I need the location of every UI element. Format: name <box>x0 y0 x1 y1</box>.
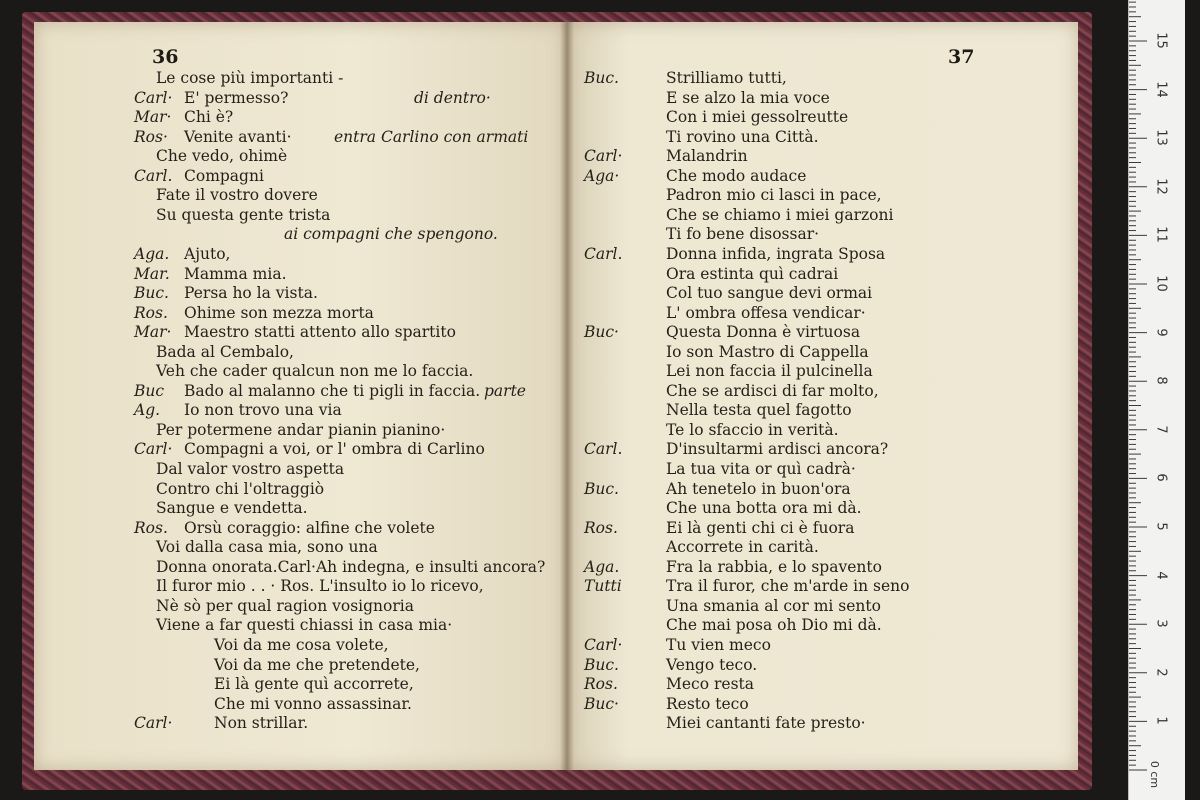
verse-text: Ti fo bene disossar· <box>666 225 820 244</box>
verse-text: Che mi vonno assassinar. <box>214 694 412 713</box>
verse-text: Veh che cader qualcun non me lo faccia. <box>156 362 474 381</box>
verse-text: Strilliamo tutti, <box>666 69 787 87</box>
verse-text: Ajuto, <box>184 244 231 263</box>
speaker-label: Ros. <box>584 518 618 537</box>
verse-text: Chi è? <box>184 108 234 127</box>
verse-text: Per potermene andar pianin pianino· <box>156 420 446 439</box>
speaker-label: Ros. <box>134 518 168 537</box>
verse-text: Meco resta <box>666 675 754 694</box>
stage-direction: entra Carlino con armati <box>334 127 529 146</box>
speaker-label: Aga. <box>134 244 170 263</box>
stage-direction: ai compagni che spengono. <box>284 225 498 244</box>
right-page <box>566 22 1078 770</box>
verse-text: Tu vien meco <box>666 635 771 654</box>
verse-text: Voi dalla casa mia, sono una <box>156 538 378 557</box>
verse-text: Donna infida, ingrata Sposa <box>666 244 886 263</box>
verse-text: Compagni a voi, or l' ombra di Carlino <box>184 440 485 459</box>
verse-text: Malandrin <box>666 147 748 166</box>
speaker-label: Buc. <box>584 655 619 674</box>
page-number-right: 37 <box>948 46 975 68</box>
speaker-label: Carl. <box>134 166 173 185</box>
ruler-number: 15 <box>1153 32 1169 49</box>
verse-text: Una smania al cor mi sento <box>666 596 881 615</box>
verse-text: Ohime son mezza morta <box>184 303 374 322</box>
verse-text: E' permesso? <box>184 88 289 107</box>
verse-text: Io son Mastro di Cappella <box>666 342 869 361</box>
speaker-label: Aga· <box>584 166 620 185</box>
speaker-label: Buc. <box>134 284 169 303</box>
speaker-label: Carl· <box>134 440 173 459</box>
verse-text: Miei cantanti fate presto· <box>666 714 866 733</box>
speaker-label: Mar. <box>134 264 170 283</box>
speaker-label: Ros. <box>584 675 618 694</box>
verse-text: Contro chi l'oltraggiò <box>156 479 325 498</box>
ruler-number: 2 <box>1153 668 1169 677</box>
speaker-label: Buc <box>134 381 165 400</box>
verse-text: Ei là gente quì accorrete, <box>214 675 414 694</box>
verse-text: Con i miei gessolreutte <box>666 108 849 127</box>
stage-direction: parte <box>484 381 526 400</box>
verse-text: Dal valor vostro aspetta <box>156 460 345 478</box>
ruler-number: 12 <box>1153 178 1169 195</box>
verse-text: Ah tenetelo in buon'ora <box>666 479 851 498</box>
verse-text: Il furor mio . . · Ros. L'insulto io lo ricevo, <box>156 577 484 596</box>
verse-text: Ti rovino una Città. <box>666 127 819 146</box>
ruler-number: 7 <box>1153 425 1169 434</box>
ruler-unit: 0 cm <box>1148 760 1162 789</box>
ruler-number: 8 <box>1153 376 1169 385</box>
verse-text: Bado al malanno che ti pigli in faccia. <box>184 381 481 400</box>
verse-text: Io non trovo una via <box>184 401 342 420</box>
measurement-ruler <box>1128 0 1185 800</box>
ruler-number: 14 <box>1153 80 1169 98</box>
verse-text: Padron mio ci lasci in pace, <box>666 186 882 205</box>
ruler-number: 1 <box>1153 716 1169 726</box>
speaker-label: Carl· <box>134 88 173 107</box>
stage-direction: di dentro· <box>414 88 491 107</box>
verse-text: Ora estinta quì cadrai <box>666 264 839 283</box>
speaker-label: Buc· <box>584 694 619 713</box>
verse-text: Che mai posa oh Dio mi dà. <box>666 616 882 635</box>
verse-text: Che se ardisci di far molto, <box>666 381 879 400</box>
verse-text: Te lo sfaccio in verità. <box>666 420 839 439</box>
verse-text: Che vedo, ohimè <box>156 147 288 166</box>
speaker-label: Aga. <box>584 557 620 576</box>
speaker-label: Ros· <box>134 127 168 146</box>
ruler-number: 10 <box>1153 275 1169 292</box>
verse-text: Mamma mia. <box>184 264 287 283</box>
verse-text: Le cose più importanti - <box>156 69 344 87</box>
verse-text: Ei là genti chi ci è fuora <box>666 518 855 537</box>
left-page <box>34 22 566 770</box>
verse-text: Fate il vostro dovere <box>156 186 318 205</box>
ruler-number: 13 <box>1153 129 1169 146</box>
verse-text: Col tuo sangue devi ormai <box>666 284 873 303</box>
verse-text: Nè sò per qual ragion vosignoria <box>156 596 414 615</box>
ruler-number: 9 <box>1153 327 1169 337</box>
speaker-label: Carl· <box>134 714 173 733</box>
verse-text: D'insultarmi ardisci ancora? <box>666 440 889 459</box>
verse-text: Persa ho la vista. <box>184 284 318 303</box>
verse-text: Bada al Cembalo, <box>156 342 294 361</box>
verse-text: Resto teco <box>666 694 749 713</box>
verse-text: Orsù coraggio: alfine che volete <box>184 518 435 537</box>
speaker-label: Mar· <box>134 323 172 342</box>
page-number-left: 36 <box>152 46 179 68</box>
speaker-label: Ag. <box>134 401 161 420</box>
ruler-number: 3 <box>1153 619 1169 628</box>
verse-text: Su questa gente trista <box>156 205 331 224</box>
verse-text: Che modo audace <box>666 166 807 185</box>
verse-text: Voi da me che pretendete, <box>214 655 420 674</box>
speaker-label: Carl· <box>584 635 623 654</box>
speaker-label: Carl. <box>584 440 623 459</box>
ruler-number: 11 <box>1153 226 1169 244</box>
verse-text: Accorrete in carità. <box>666 538 819 557</box>
verse-text: Lei non faccia il pulcinella <box>666 362 873 381</box>
ruler-number: 5 <box>1153 522 1169 531</box>
speaker-label: Buc. <box>584 479 619 498</box>
speaker-label: Ros. <box>134 303 168 322</box>
verse-text: Fra la rabbia, e lo spavento <box>666 557 882 576</box>
verse-text: Voi da me cosa volete, <box>214 635 389 654</box>
speaker-label: Tutti <box>584 577 622 596</box>
speaker-label: Mar· <box>134 108 172 127</box>
verse-text: Questa Donna è virtuosa <box>666 323 861 342</box>
verse-text: La tua vita or quì cadrà· <box>666 460 856 478</box>
verse-text: Che se chiamo i miei garzoni <box>666 205 894 224</box>
verse-text: Nella testa quel fagotto <box>666 401 852 420</box>
ruler-number: 4 <box>1153 570 1169 580</box>
verse-text: Maestro statti attento allo spartito <box>184 323 456 342</box>
speaker-label: Buc. <box>584 69 619 87</box>
ruler-number: 6 <box>1153 473 1169 483</box>
speaker-label: Buc· <box>584 323 619 342</box>
verse-text: Donna onorata.Carl·Ah indegna, e insulti ancora? <box>156 557 546 576</box>
verse-text: E se alzo la mia voce <box>666 88 830 107</box>
verse-text: Che una botta ora mi dà. <box>666 499 862 518</box>
verse-text: Compagni <box>184 166 264 185</box>
verse-text: Venite avanti· <box>184 127 292 146</box>
verse-text: Tra il furor, che m'arde in seno <box>666 577 910 596</box>
speaker-label: Carl· <box>584 147 623 166</box>
book-gutter <box>560 22 574 770</box>
verse-text: Sangue e vendetta. <box>156 499 308 518</box>
verse-text: Non strillar. <box>214 714 309 733</box>
verse-text: Vengo teco. <box>666 655 758 674</box>
speaker-label: Carl. <box>584 244 623 263</box>
verse-text: L' ombra offesa vendicar· <box>666 303 866 322</box>
verse-text: Viene a far questi chiassi in casa mia· <box>156 616 453 635</box>
